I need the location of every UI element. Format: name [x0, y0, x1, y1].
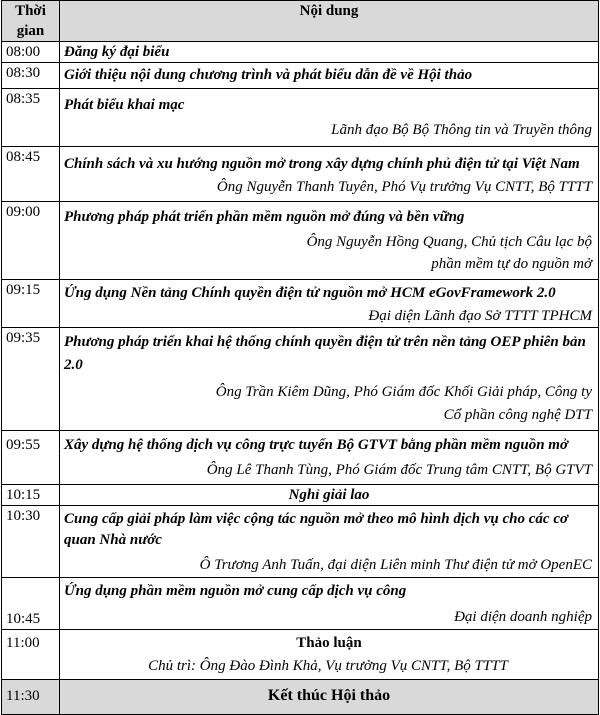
agenda-row: [2, 328, 599, 431]
row-time: 10:45: [2, 578, 60, 630]
row-title: Giới thiệu nội dung chương trình và phát biểu dẫn đề về Hội thảo: [64, 67, 473, 83]
row-speaker: Chủ trì: Ông Đào Đình Khả, Vụ trưởng Vụ CNTT, Bộ TTTT: [148, 658, 508, 674]
row-speaker: Ông Nguyễn Hồng Quang, Chủ tịch Câu lạc bộ phần mềm tự do nguồn mở: [306, 234, 592, 272]
row-time: 11:00: [2, 630, 60, 680]
row-speaker: Ông Nguyễn Thanh Tuyên, Phó Vụ trưởng Vụ CNTT, Bộ TTTT: [216, 179, 592, 195]
row-content: [60, 578, 599, 630]
row-time: 08:00: [2, 42, 60, 63]
row-title: Ứng dụng Nền tảng Chính quyền điện tử nguồn mở HCM eGovFramework 2.0: [64, 285, 556, 301]
row-time: 11:30: [2, 680, 60, 715]
row-title: Chính sách và xu hướng nguồn mở trong xây dựng chính phủ điện tử tại Việt Nam: [64, 156, 580, 172]
row-content: [60, 506, 599, 578]
row-content: [60, 485, 599, 506]
agenda-row: [2, 506, 599, 578]
row-title: Xây dựng hệ thống dịch vụ công trực tuyến Bộ GTVT bằng phần mềm nguồn mở: [64, 437, 569, 453]
row-title: Kết thúc Hội thảo: [267, 687, 391, 704]
agenda-row: [2, 485, 599, 506]
agenda-row: [2, 280, 599, 328]
row-speaker: Ông Trần Kiêm Dũng, Phó Giám đốc Khối Giải pháp, Công ty Cổ phần công nghệ DTT: [215, 384, 592, 423]
row-speaker: Ô Trương Anh Tuấn, đại diện Liên minh Thư điện tử mở OpenEC: [199, 557, 592, 573]
row-content: [60, 202, 599, 280]
row-title: Phương pháp triển khai hệ thống chính quyền điện tử trên nền tảng OEP phiên bản 2.0: [64, 334, 586, 373]
agenda-row: [2, 202, 599, 280]
row-content: [60, 42, 599, 63]
row-time: 08:30: [2, 63, 60, 89]
row-time: 10:30: [2, 506, 60, 578]
row-title: Ứng dụng phần mềm nguồn mở cung cấp dịch vụ công: [64, 583, 407, 599]
row-speaker: Đại diện Lãnh đạo Sở TTTT TPHCM: [368, 308, 592, 324]
agenda-table: [1, 0, 599, 715]
row-time: 10:15: [2, 485, 60, 506]
row-speaker: Đại diện doanh nghiệp: [454, 609, 592, 625]
agenda-row: [2, 42, 599, 63]
row-title: Thảo luận: [296, 635, 362, 651]
row-content: [60, 630, 599, 680]
row-content: [60, 63, 599, 89]
row-title: Đăng ký đại biểu: [64, 44, 170, 60]
header-content: Nội dung: [60, 1, 599, 42]
agenda-row: [2, 89, 599, 147]
agenda-row: [2, 630, 599, 680]
header-time: Thời gian: [2, 1, 60, 42]
agenda-row: [2, 431, 599, 485]
row-title: Phương pháp phát triển phần mềm nguồn mở đúng và bền vững: [64, 209, 465, 225]
row-speaker: Lãnh đạo Bộ Bộ Thông tin và Truyền thông: [331, 122, 592, 138]
header-row: [2, 1, 599, 42]
row-content: [60, 431, 599, 485]
row-title: Cung cấp giải pháp làm việc cộng tác nguồn mở theo mô hình dịch vụ cho các cơ quan Nhà nước: [64, 511, 569, 548]
row-content: [60, 328, 599, 431]
agenda-row: [2, 63, 599, 89]
agenda-row: [2, 147, 599, 202]
row-content: [60, 280, 599, 328]
row-time: 08:35: [2, 89, 60, 147]
row-time: 09:00: [2, 202, 60, 280]
row-speaker: Ông Lê Thanh Tùng, Phó Giám đốc Trung tâm CNTT, Bộ GTVT: [206, 462, 592, 478]
row-content: [60, 680, 599, 715]
row-content: [60, 147, 599, 202]
row-content: [60, 89, 599, 147]
row-title: Nghỉ giải lao: [288, 487, 370, 503]
row-time: 09:35: [2, 328, 60, 431]
row-title: Phát biểu khai mạc: [64, 97, 185, 113]
row-time: 09:15: [2, 280, 60, 328]
agenda-row: [2, 680, 599, 715]
row-time: 09:55: [2, 431, 60, 485]
row-time: 08:45: [2, 147, 60, 202]
agenda-row: [2, 578, 599, 630]
